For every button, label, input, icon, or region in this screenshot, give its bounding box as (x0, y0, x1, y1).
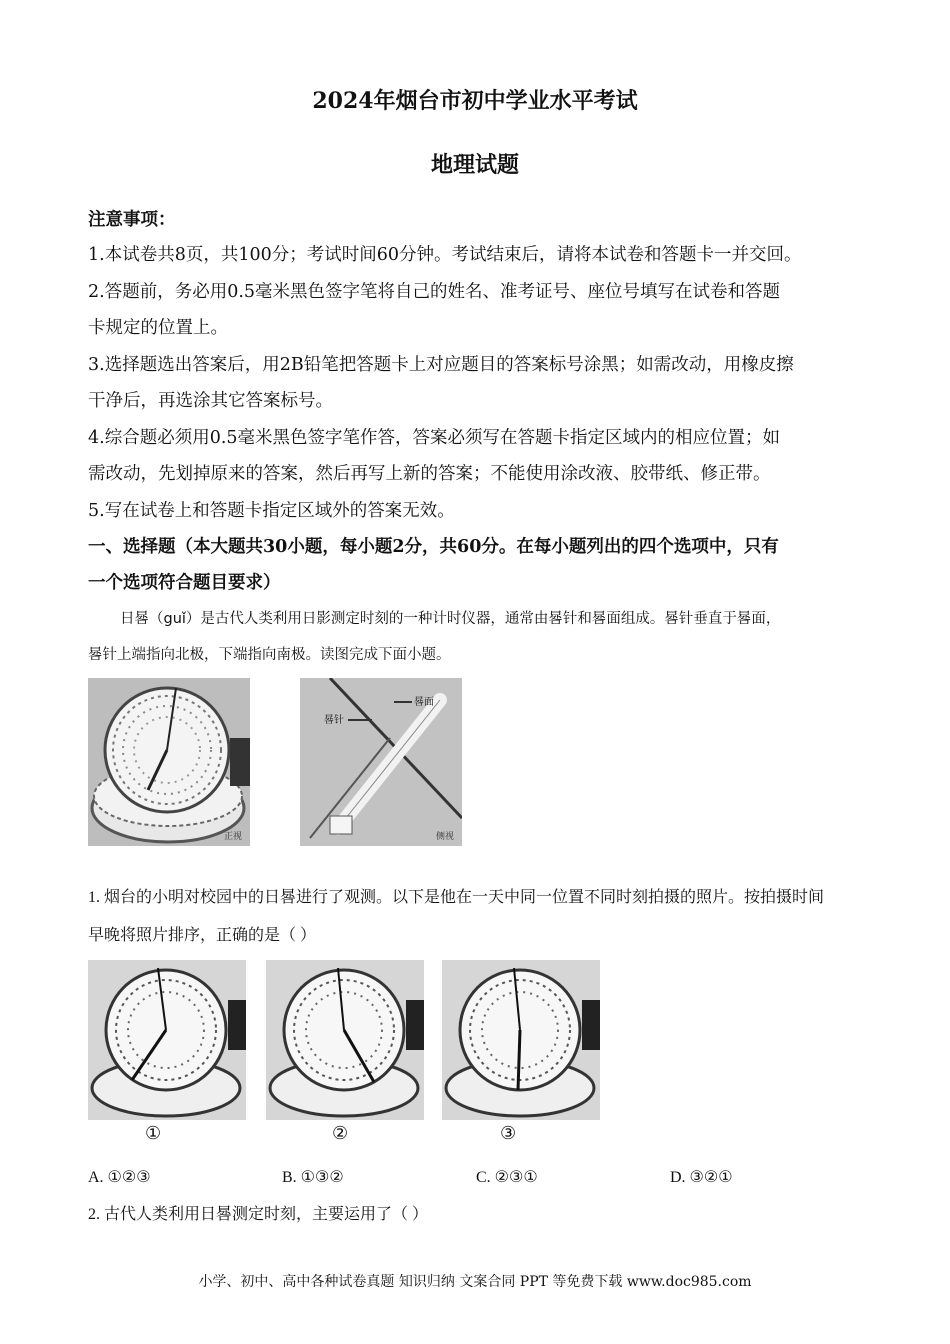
note-line-3: 卡规定的位置上。 (88, 318, 228, 338)
question-1-line-2: 早晚将照片排序，正确的是（ ） (88, 927, 317, 944)
note-line-8: 5.写在试卷上和答题卡指定区域外的答案无效。 (88, 501, 455, 521)
option-d[interactable]: D. ③②① (670, 1169, 733, 1186)
option-b[interactable]: B. ①③② (282, 1169, 344, 1186)
sundial-front-photo (88, 678, 250, 846)
note-line-4: 3.选择题选出答案后，用2B铅笔把答题卡上对应题目的答案标号涂黑；如需改动，用橡皮擦 (88, 355, 794, 375)
note-line-5: 干净后，再选涂其它答案标号。 (88, 391, 333, 411)
note-line-7: 需改动，先划掉原来的答案，然后再写上新的答案；不能使用涂改液、胶带纸、修正带。 (88, 464, 771, 484)
photo-label-3: ③ (500, 1123, 517, 1144)
question-1-line-1: 1. 烟台的小明对校园中的日晷进行了观测。以下是他在一天中同一位置不同时刻拍摄的照片。按拍摄时间 (88, 889, 825, 906)
front-view-caption: 正视 (223, 832, 242, 842)
option-c[interactable]: C. ②③① (476, 1169, 538, 1186)
sundial-photo-1 (88, 960, 246, 1120)
option-a[interactable]: A. ①②③ (88, 1169, 151, 1186)
side-view-caption: 侧视 (435, 832, 454, 842)
sundial-side-photo (300, 678, 462, 846)
question-2-line-1: 2. 古代人类利用日晷测定时刻，主要运用了（ ） (88, 1206, 429, 1223)
note-line-2: 2.答题前，务必用0.5毫米黑色签字笔将自己的姓名、准考证号、座位号填写在试卷和答题 (88, 282, 781, 302)
needle-label: 晷针 (324, 715, 344, 726)
note-line-6: 4.综合题必须用0.5毫米黑色签字笔作答，答案必须写在答题卡指定区域内的相应位置；如 (88, 428, 781, 448)
section-heading-2: 一个选项符合题目要求） (88, 573, 281, 593)
note-line-1: 1.本试卷共8页，共100分；考试时间60分钟。考试结束后，请将本试卷和答题卡一并交回。 (88, 245, 802, 265)
exam-subtitle: 地理试题 (430, 152, 519, 178)
notes-heading: 注意事项： (88, 210, 176, 230)
photo-label-2: ② (332, 1123, 349, 1144)
sundial-photo-3 (442, 960, 600, 1120)
sundial-photo-2 (266, 960, 424, 1120)
section-heading-1: 一、选择题（本大题共30小题，每小题2分，共60分。在每小题列出的四个选项中，只有 (88, 537, 779, 557)
page-footer: 小学、初中、高中各种试卷真题 知识归纳 文案合同 PPT 等免费下载 www.doc985.com (198, 1274, 752, 1290)
passage-line-1: 日晷（guǐ）是古代人类利用日影测定时刻的一种计时仪器，通常由晷针和晷面组成。晷针垂直于晷面， (120, 611, 781, 627)
photo-label-1: ① (145, 1123, 162, 1144)
passage-line-2: 晷针上端指向北极，下端指向南极。读图完成下面小题。 (88, 647, 451, 663)
face-label: 晷面 (414, 697, 434, 708)
exam-title: 2024年烟台市初中学业水平考试 (312, 88, 638, 114)
